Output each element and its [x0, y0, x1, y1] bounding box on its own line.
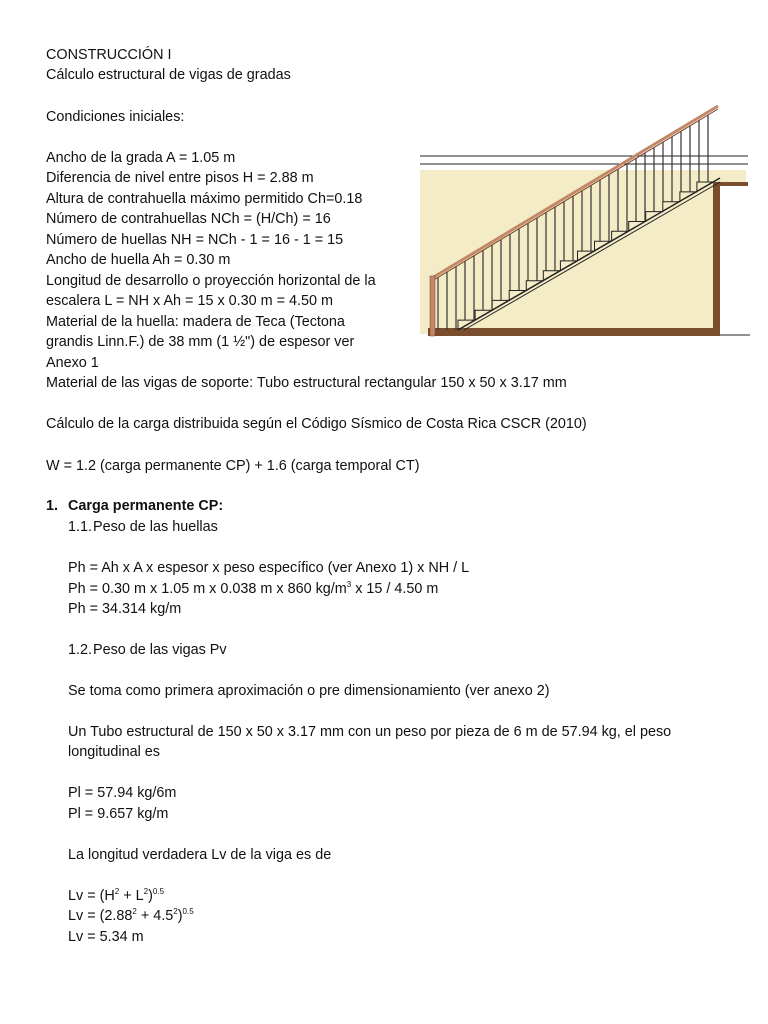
staircase-illustration: [418, 98, 750, 342]
formula-text: x 15 / 4.50 m: [351, 581, 439, 597]
paragraph: longitudinal es: [68, 744, 161, 760]
formula-line: Ph = Ah x A x espesor x peso específico (ver Anexo 1) x NH / L: [68, 560, 470, 576]
condition-line: Altura de contrahuella máximo permitido Ch=0.18: [46, 191, 363, 207]
condition-line: escalera L = NH x Ah = 15 x 0.30 m = 4.50 m: [46, 293, 334, 309]
wall-panel: [420, 170, 746, 334]
paragraph: Se toma como primera aproximación o pre dimensionamiento (ver anexo 2): [68, 683, 550, 699]
formula-text: Lv = (2.88: [68, 908, 133, 924]
paragraph: La longitud verdadera Lv de la viga es de: [68, 847, 332, 863]
superscript: 2: [173, 907, 178, 916]
superscript: 0.5: [152, 887, 165, 896]
condition-line: Material de las vigas de soporte: Tubo estructural rectangular 150 x 50 x 3.17 mm: [46, 375, 567, 391]
document-subject: Cálculo estructural de vigas de gradas: [46, 67, 291, 83]
subsection-number: 1.1.: [68, 519, 93, 535]
superscript: 3: [346, 580, 352, 589]
conditions-heading: Condiciones iniciales:: [46, 109, 185, 125]
condition-line: grandis Linn.F.) de 38 mm (1 ½") de espesor ver: [46, 334, 355, 350]
condition-line: Ancho de la grada A = 1.05 m: [46, 150, 236, 166]
superscript: 0.5: [182, 907, 194, 916]
formula-text: ): [148, 888, 153, 904]
subsection-title: Peso de las vigas Pv: [93, 642, 227, 658]
load-formula: W = 1.2 (carga permanente CP) + 1.6 (carga temporal CT): [46, 458, 420, 474]
formula-text: + 4.5: [136, 908, 174, 924]
superscript: 2: [114, 887, 120, 896]
subsection-number: 1.2.: [68, 642, 93, 658]
condition-line: Número de contrahuellas NCh = (H/Ch) = 16: [46, 211, 331, 227]
formula-text: ): [177, 908, 183, 924]
section-title: Carga permanente CP:: [68, 498, 224, 514]
formula-text: + L: [119, 888, 144, 904]
formula-line: Pl = 57.94 kg/6m: [68, 785, 177, 801]
condition-line: Longitud de desarrollo o proyección horizontal de la: [46, 273, 376, 289]
section-number: 1.: [46, 498, 59, 514]
formula-line: [68, 907, 194, 925]
subsection-title: Peso de las huellas: [93, 519, 218, 535]
formula-text: Ph = 0.30 m x 1.05 m x 0.038 m x 860 kg/m: [68, 581, 347, 597]
course-title: CONSTRUCCIÓN I: [46, 47, 172, 63]
paragraph: Un Tubo estructural de 150 x 50 x 3.17 mm con un peso por pieza de 6 m de 57.94 kg, el peso: [68, 724, 672, 740]
condition-line: Ancho de huella Ah = 0.30 m: [46, 252, 231, 268]
formula-text: Lv = (H: [68, 888, 115, 904]
formula-result: Ph = 34.314 kg/m: [68, 601, 182, 617]
condition-line: Número de huellas NH = NCh - 1 = 16 - 1 = 15: [46, 232, 344, 248]
formula-result: Lv = 5.34 m: [68, 929, 144, 945]
superscript: 2: [143, 887, 149, 896]
condition-line: Material de la huella: madera de Teca (Tectona: [46, 314, 345, 330]
formula-line: [68, 887, 164, 905]
formula-line: [68, 580, 438, 598]
formula-result: Pl = 9.657 kg/m: [68, 806, 169, 822]
superscript: 2: [132, 907, 137, 916]
condition-line: Anexo 1: [46, 355, 99, 371]
load-code-intro: Cálculo de la carga distribuida según el Código Sísmico de Costa Rica CSCR (2010): [46, 416, 587, 432]
landing-post: [713, 182, 720, 334]
condition-line: Diferencia de nivel entre pisos H = 2.88 m: [46, 170, 314, 186]
floor-slab: [428, 328, 720, 336]
newel-post: [430, 276, 435, 336]
